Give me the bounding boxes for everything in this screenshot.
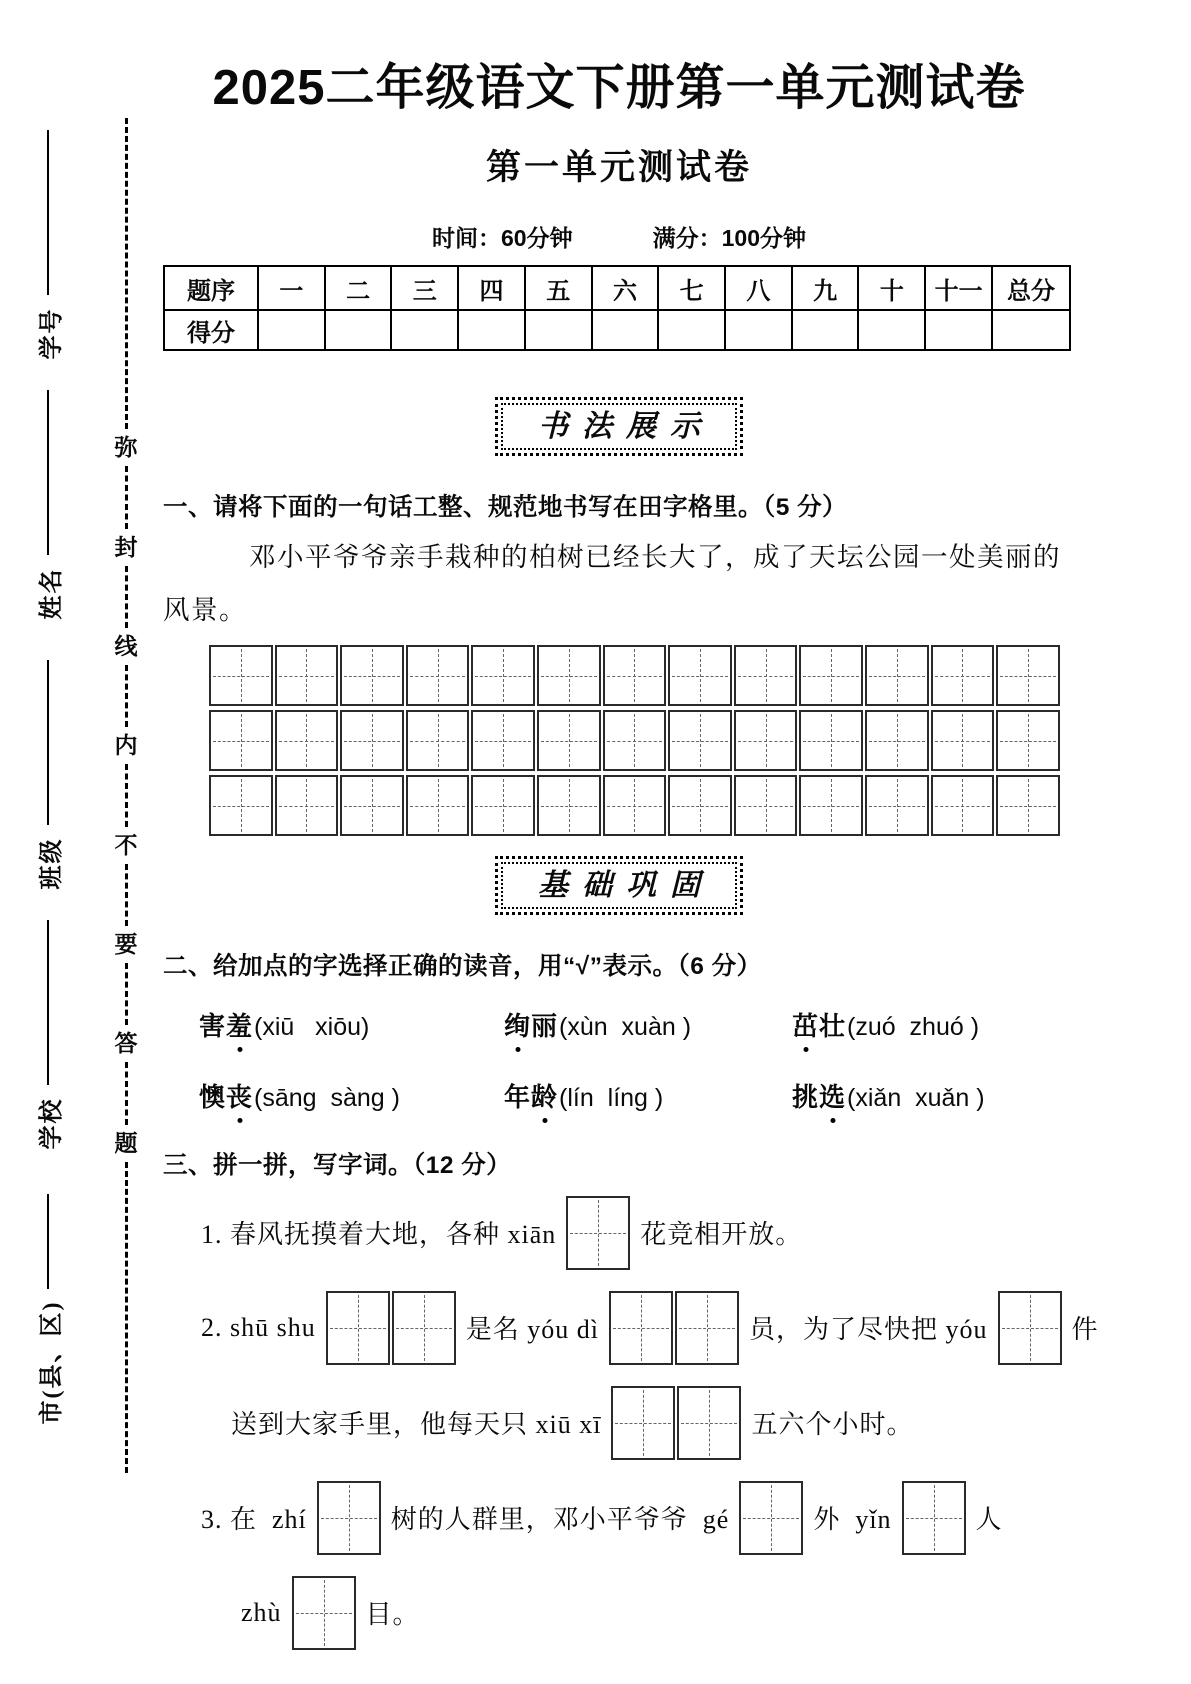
- pinyin-options: (xùn xuàn ): [559, 1013, 692, 1042]
- paper-title: 2025二年级语文下册第一单元测试卷: [212, 61, 1026, 115]
- word-char: 害: [199, 1012, 227, 1042]
- tianzige-cell: [799, 645, 863, 706]
- dotted-char: 丧: [226, 1077, 253, 1114]
- dotted-char: 龄: [531, 1077, 558, 1114]
- writing-grid-row: [209, 775, 1075, 836]
- score-cell: [458, 310, 525, 350]
- pronunciation-item: [199, 1006, 504, 1043]
- word-with-dot: [199, 1083, 253, 1112]
- score-label: 得分: [164, 310, 258, 350]
- answer-box-group: [739, 1481, 803, 1555]
- tianzige-cell: [275, 710, 339, 771]
- field-label: 市(县、区): [38, 1300, 65, 1425]
- word-with-dot: [792, 1012, 846, 1041]
- dotted-char: 羞: [226, 1006, 253, 1043]
- seal-line: [110, 118, 142, 1473]
- tianzige-cell: [471, 645, 535, 706]
- score-cell: [658, 310, 725, 350]
- question-order-label: 题序: [164, 266, 258, 310]
- question1-sentence: 邓小平爷爷亲手栽种的柏树已经长大了，成了天坛公园一处美丽的风景。: [163, 542, 1061, 626]
- tianzige-cell: [209, 775, 273, 836]
- student-info-field: [31, 905, 65, 1165]
- tianzige-cell: [996, 645, 1060, 706]
- score-table-header-row: [164, 266, 1070, 310]
- score-table-column: 三: [391, 266, 458, 310]
- pronunciation-item: [199, 1077, 504, 1114]
- score-table-column: 十: [858, 266, 925, 310]
- answer-box: [739, 1481, 803, 1555]
- score-cell: [858, 310, 925, 350]
- seal-char: 内: [114, 733, 138, 759]
- tianzige-cell: [340, 775, 404, 836]
- question-text: 是名 yóu dì: [465, 1315, 599, 1345]
- tianzige-cell: [537, 775, 601, 836]
- fill-in-line: [163, 1470, 1075, 1565]
- sealed-margin: [0, 0, 160, 1684]
- score-table-score-row: [164, 310, 1070, 350]
- answer-box-group: [317, 1481, 381, 1555]
- tianzige-cell: [996, 775, 1060, 836]
- question-text: 1. 春风抚摸着大地，各种 xiān: [201, 1220, 557, 1250]
- tianzige-cell: [537, 710, 601, 771]
- score-table-column: 七: [658, 266, 725, 310]
- tianzige-cell: [406, 775, 470, 836]
- dotted-char: 茁: [792, 1006, 819, 1043]
- seal-dash: [125, 118, 128, 429]
- score-table-column: 总分: [992, 266, 1070, 310]
- tianzige-cell: [734, 645, 798, 706]
- field-label: 学校: [38, 1097, 65, 1150]
- tianzige-cell: [340, 710, 404, 771]
- question-text: 件: [1071, 1315, 1099, 1345]
- seal-dash: [125, 566, 128, 628]
- answer-box-group: [292, 1576, 356, 1650]
- score-cell: [992, 310, 1070, 350]
- fill-in-line: [163, 1565, 1075, 1660]
- seal-dash: [125, 764, 128, 826]
- score-cell: [391, 310, 458, 350]
- word-with-dot: [792, 1083, 846, 1112]
- field-label: 姓名: [38, 567, 65, 620]
- field-blank-line: [47, 1194, 49, 1289]
- tianzige-cell: [668, 710, 732, 771]
- answer-box-group: [326, 1291, 456, 1365]
- full-score: 满分：100分钟: [652, 225, 806, 252]
- tianzige-cell: [931, 645, 995, 706]
- seal-char: 题: [114, 1130, 138, 1156]
- tianzige-cell: [537, 645, 601, 706]
- answer-box: [675, 1291, 739, 1365]
- question-text: 五六个小时。: [751, 1410, 914, 1440]
- writing-grid-row: [209, 710, 1075, 771]
- pronunciation-item: [504, 1006, 792, 1043]
- question-text: zhù: [241, 1597, 282, 1627]
- tianzige-cell: [931, 710, 995, 771]
- tianzige-cell: [471, 775, 535, 836]
- tianzige-cell: [668, 645, 732, 706]
- field-label: 班级: [38, 837, 65, 890]
- paper-subtitle: 第一单元测试卷: [485, 148, 752, 188]
- score-table-column: 八: [725, 266, 792, 310]
- score-table: [163, 265, 1071, 351]
- tianzige-cell: [996, 710, 1060, 771]
- seal-char: 不: [114, 832, 138, 858]
- student-info-field: [31, 375, 65, 635]
- seal-char: 答: [114, 1031, 138, 1057]
- field-blank-line: [47, 131, 49, 296]
- score-cell: [792, 310, 859, 350]
- fill-in-line: [163, 1280, 1099, 1375]
- question1-heading: 一、请将下面的一句话工整、规范地书写在田字格里。（5 分）: [163, 494, 848, 522]
- seal-dash: [125, 963, 128, 1025]
- tianzige-cell: [603, 775, 667, 836]
- word-char: 丽: [531, 1012, 559, 1042]
- score-cell: [725, 310, 792, 350]
- seal-dash: [125, 466, 128, 528]
- answer-box: [317, 1481, 381, 1555]
- question-text: 员，为了尽快把 yóu: [748, 1315, 988, 1345]
- answer-box: [998, 1291, 1062, 1365]
- seal-dash: [125, 1062, 128, 1124]
- tianzige-cell: [799, 775, 863, 836]
- question-text: 2. shū shu: [201, 1312, 316, 1342]
- score-table-column: 四: [458, 266, 525, 310]
- question3-heading: 三、拼一拼，写字词。（12 分）: [163, 1152, 512, 1180]
- seal-dash: [125, 864, 128, 926]
- q2-items: [163, 1006, 1075, 1114]
- tianzige-cell: [865, 645, 929, 706]
- seal-char: 弥: [114, 435, 138, 461]
- answer-box-group: [998, 1291, 1062, 1365]
- field-blank-line: [47, 661, 49, 826]
- score-table-column: 九: [792, 266, 859, 310]
- tianzige-cell: [209, 645, 273, 706]
- score-table-column: 十一: [925, 266, 992, 310]
- pronunciation-item: [504, 1077, 792, 1114]
- score-cell: [525, 310, 592, 350]
- answer-box: [566, 1196, 630, 1270]
- tianzige-cell: [406, 645, 470, 706]
- seal-char: 要: [114, 931, 138, 957]
- answer-box: [677, 1386, 741, 1460]
- score-table-column: 二: [325, 266, 392, 310]
- field-blank-line: [47, 391, 49, 556]
- question-text: 花竞相开放。: [640, 1220, 803, 1250]
- word-with-dot: [504, 1083, 558, 1112]
- score-cell: [592, 310, 659, 350]
- word-char: 年: [504, 1083, 532, 1113]
- score-cell: [325, 310, 392, 350]
- tianzige-cell: [865, 710, 929, 771]
- dotted-char: 绚: [504, 1006, 531, 1043]
- question-text: 目。: [365, 1600, 420, 1630]
- tianzige-cell: [406, 710, 470, 771]
- answer-box-group: [611, 1386, 741, 1460]
- tianzige-cell: [209, 710, 273, 771]
- score-table-column: 五: [525, 266, 592, 310]
- field-label: 学号: [38, 307, 65, 360]
- foundation-section-header: [163, 856, 1075, 915]
- question-text: 人: [975, 1505, 1003, 1535]
- fill-in-line: [163, 1185, 1075, 1280]
- answer-box: [609, 1291, 673, 1365]
- calligraphy-badge: 书法展示: [495, 397, 743, 456]
- pronunciation-item: [792, 1077, 1075, 1114]
- calligraphy-section-header: [163, 397, 1075, 456]
- tianzige-cell: [865, 775, 929, 836]
- answer-box-group: [902, 1481, 966, 1555]
- seal-dash: [125, 1162, 128, 1473]
- seal-dash: [125, 665, 128, 727]
- seal-char: 封: [114, 534, 138, 560]
- answer-box-group: [609, 1291, 739, 1365]
- pinyin-options: (lín líng ): [559, 1084, 664, 1113]
- score-cell: [925, 310, 992, 350]
- student-info-field: [31, 1179, 65, 1439]
- exam-info-row: [163, 220, 1075, 253]
- fill-in-line: [163, 1375, 1075, 1470]
- question-text: 树的人群里，邓小平爷爷 gé: [390, 1505, 730, 1535]
- foundation-badge: 基础巩固: [495, 856, 743, 915]
- answer-box: [326, 1291, 390, 1365]
- seal-char: 线: [114, 634, 138, 660]
- question-text: 送到大家手里，他每天只 xiū xī: [231, 1410, 602, 1440]
- pinyin-options: (sāng sàng ): [254, 1084, 400, 1113]
- word-char: 壮: [819, 1012, 847, 1042]
- student-info-field: [31, 115, 65, 375]
- tianzige-cell: [340, 645, 404, 706]
- tianzige-cell: [734, 775, 798, 836]
- tianzige-cell: [603, 710, 667, 771]
- answer-box: [392, 1291, 456, 1365]
- tianzige-cell: [799, 710, 863, 771]
- tianzige-cell: [668, 775, 732, 836]
- main-content: [163, 0, 1099, 1660]
- tianzige-cell: [603, 645, 667, 706]
- word-with-dot: [504, 1012, 558, 1041]
- tianzige-cell: [471, 710, 535, 771]
- tianzige-cell: [275, 775, 339, 836]
- question2-heading: 二、给加点的字选择正确的读音，用“√”表示。（6 分）: [163, 953, 762, 981]
- answer-box: [611, 1386, 675, 1460]
- student-info-field: [31, 645, 65, 905]
- writing-grid: [209, 645, 1075, 836]
- tianzige-cell: [275, 645, 339, 706]
- question-text: 3. 在 zhí: [201, 1505, 307, 1535]
- pinyin-options: (zuó zhuó ): [847, 1013, 980, 1042]
- pinyin-options: (xiǎn xuǎn ): [847, 1084, 985, 1113]
- score-table-column: 一: [258, 266, 325, 310]
- time-limit: 时间：60分钟: [432, 225, 573, 252]
- word-with-dot: [199, 1012, 253, 1041]
- score-table-column: 六: [592, 266, 659, 310]
- tianzige-cell: [734, 710, 798, 771]
- score-cell: [258, 310, 325, 350]
- writing-grid-row: [209, 645, 1075, 706]
- question-text: 外 yǐn: [813, 1505, 892, 1535]
- q3-lines: [163, 1185, 1099, 1660]
- pinyin-options: (xiū xiōu): [254, 1013, 370, 1042]
- word-char: 懊: [199, 1083, 227, 1113]
- field-blank-line: [47, 921, 49, 1086]
- tianzige-cell: [931, 775, 995, 836]
- dotted-char: 选: [819, 1077, 846, 1114]
- answer-box-group: [566, 1196, 630, 1270]
- answer-box: [292, 1576, 356, 1650]
- word-char: 挑: [792, 1083, 820, 1113]
- pronunciation-item: [792, 1006, 1075, 1043]
- answer-box: [902, 1481, 966, 1555]
